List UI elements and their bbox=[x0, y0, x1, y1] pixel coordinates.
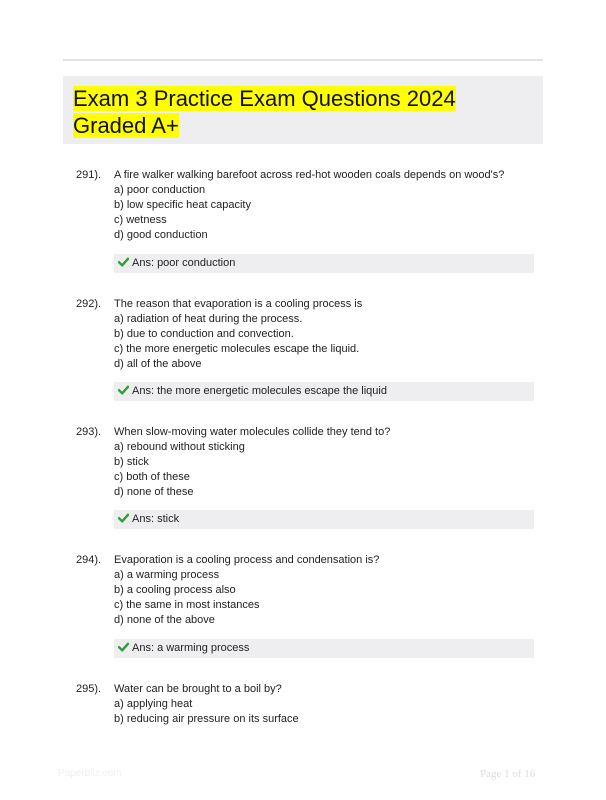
answer-box bbox=[114, 382, 534, 401]
answer-text: Ans: stick bbox=[132, 513, 180, 525]
title-banner bbox=[63, 76, 543, 144]
option-d: d) all of the above bbox=[114, 358, 202, 370]
question-number: 291). bbox=[76, 169, 102, 181]
option-d: d) good conduction bbox=[114, 229, 208, 241]
option-c: c) the same in most instances bbox=[114, 599, 260, 611]
option-a: a) rebound without sticking bbox=[114, 441, 245, 453]
option-b: b) low specific heat capacity bbox=[114, 199, 251, 211]
question-number: 294). bbox=[76, 554, 102, 566]
page-number: Page 1 of 16 bbox=[480, 768, 536, 780]
option-b: b) reducing air pressure on its surface bbox=[114, 713, 299, 725]
question-text: A fire walker walking barefoot across red-hot wooden coals depends on wood's? bbox=[114, 169, 505, 181]
check-icon bbox=[118, 385, 129, 395]
question-number: 293). bbox=[76, 426, 102, 438]
question-text: Evaporation is a cooling process and condensation is? bbox=[114, 554, 380, 566]
answer-text: Ans: the more energetic molecules escape the liquid bbox=[132, 385, 387, 397]
check-icon bbox=[118, 257, 129, 267]
option-c: c) both of these bbox=[114, 471, 190, 483]
question-number: 295). bbox=[76, 683, 102, 695]
question-number: 292). bbox=[76, 298, 102, 310]
top-divider bbox=[63, 59, 543, 61]
answer-box bbox=[114, 254, 534, 273]
footer-watermark: Paperbliz.com bbox=[58, 768, 122, 779]
question-text: When slow-moving water molecules collide they tend to? bbox=[114, 426, 391, 438]
page-title: Exam 3 Practice Exam Questions 2024 Graded A+ bbox=[73, 86, 456, 138]
check-icon bbox=[118, 642, 129, 652]
option-c: c) the more energetic molecules escape the liquid. bbox=[114, 343, 360, 355]
answer-box bbox=[114, 510, 534, 529]
answer-text: Ans: a warming process bbox=[132, 642, 250, 654]
option-a: a) applying heat bbox=[114, 698, 193, 710]
option-b: b) due to conduction and convection. bbox=[114, 328, 294, 340]
option-b: b) a cooling process also bbox=[114, 584, 236, 596]
option-d: d) none of the above bbox=[114, 614, 215, 626]
option-d: d) none of these bbox=[114, 486, 194, 498]
option-a: a) radiation of heat during the process. bbox=[114, 313, 303, 325]
question-text: The reason that evaporation is a cooling process is bbox=[114, 298, 363, 310]
option-c: c) wetness bbox=[114, 214, 167, 226]
answer-box bbox=[114, 639, 534, 658]
option-a: a) poor conduction bbox=[114, 184, 206, 196]
option-a: a) a warming process bbox=[114, 569, 220, 581]
answer-text: Ans: poor conduction bbox=[132, 257, 236, 269]
option-b: b) stick bbox=[114, 456, 149, 468]
question-text: Water can be brought to a boil by? bbox=[114, 683, 282, 695]
check-icon bbox=[118, 513, 129, 523]
